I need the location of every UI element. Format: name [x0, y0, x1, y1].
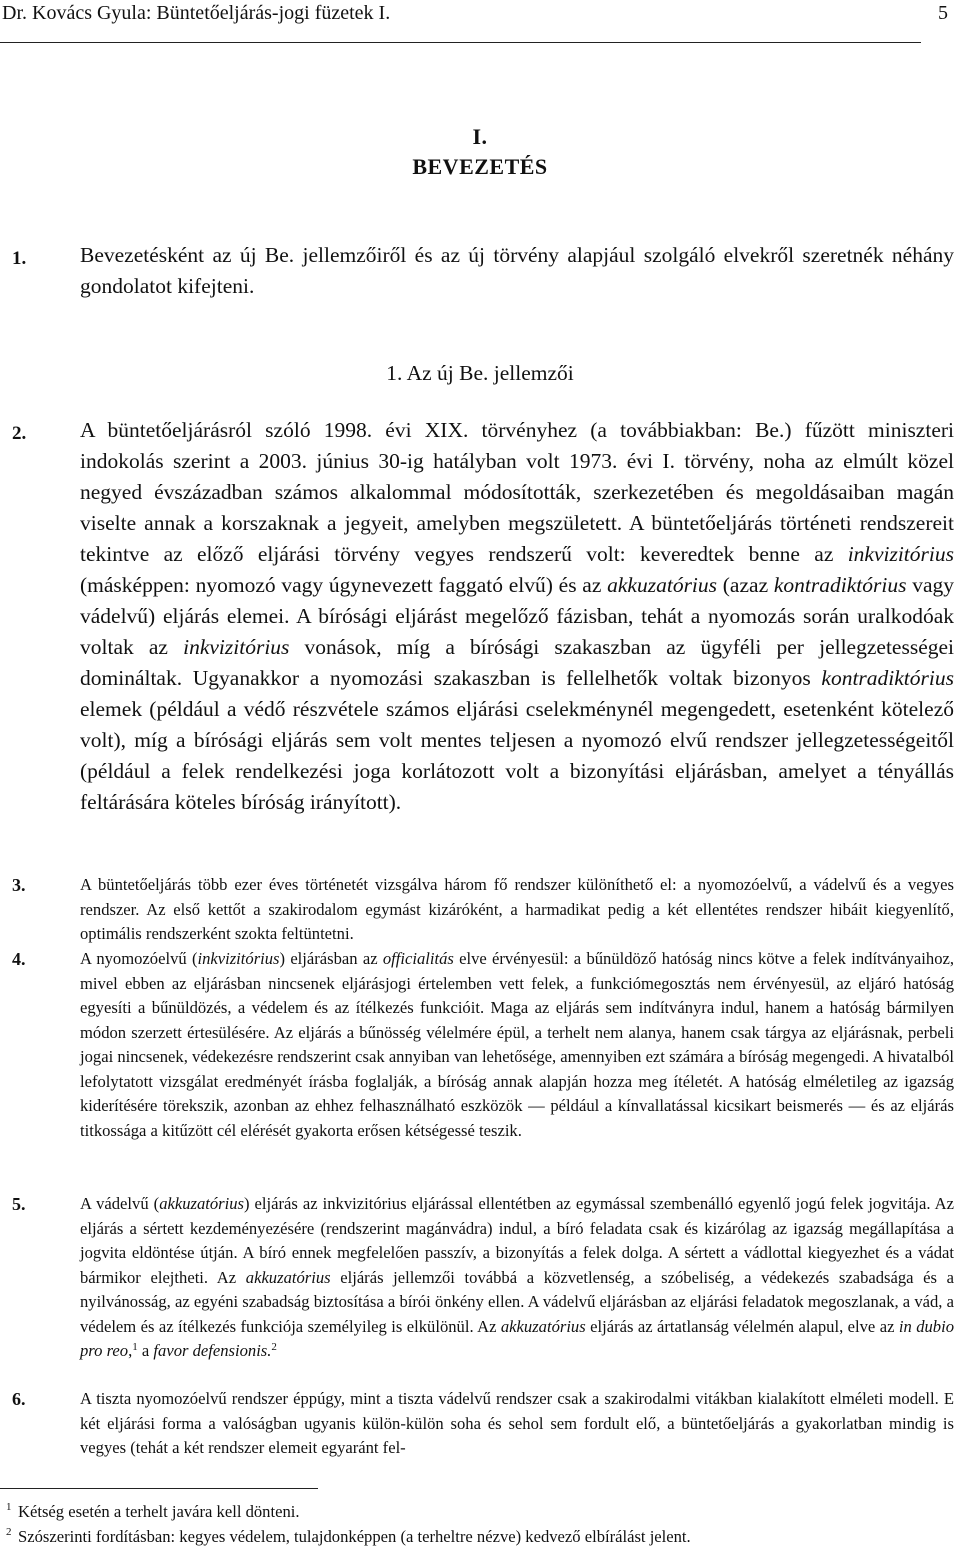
- footnote-text: Szószerinti fordításban: kegyes védelem, tulajdonképpen (a terheltre nézve) kedvező elbírálást jelent.: [18, 1527, 691, 1546]
- footnote-divider: [0, 1488, 318, 1489]
- paragraph-text: Bevezetésként az új Be. jellemzőiről és az új törvény alapjául szolgáló elvekről szeretnék néhány gondolatot kifejteni.: [80, 243, 954, 298]
- paragraph-number: 3.: [12, 875, 26, 895]
- paragraph-number: 4.: [12, 949, 26, 969]
- paragraph-1: [0, 240, 960, 302]
- paragraph-text: A tiszta nyomozóelvű rendszer éppúgy, mint a tiszta vádelvű rendszer csak a szakirodalmi vitákban kialakított elméleti modell. E két eljárási forma a valóságban ugyanis külön-külön soha és sehol sem fordult elő, a büntetőeljárás a gyakorlatban mindig is vegyes (tehát a két rendszer elemeit egyaránt fel-: [80, 1389, 954, 1457]
- footnote-ref-2[interactable]: 2: [271, 1341, 277, 1353]
- footnote-ref-1[interactable]: 1: [132, 1341, 138, 1353]
- header-divider: [0, 42, 921, 43]
- header-title: Dr. Kovács Gyula: Büntetőeljárás-jogi füzetek I.: [2, 2, 391, 24]
- footnote-2: [0, 1524, 960, 1549]
- paragraph-text: A nyomozóelvű (inkvizitórius) eljárásban az officialitás elve érvényesül: a bűnüldöző hatóság nincs kötve a felek indítványaihoz, mivel ebben az eljárásban nincsenek eljárásjogi értelemben vett felek, a funkciómegosztás nem érvényesül, az eljáró hatóság egyesíti a bűnüldözés, a védelem és az ítélkezés funkcióit. Maga az eljárás sem indítványra indul, hanem a hatóság bármilyen módon szerzett értesülésére. Az eljárás a bűnösség vélelmére épül, a terhelt nem alanya, hanem csak tárgya az eljárásnak, perbeli jogai nincsenek, védekezésre rendszerint csak annyiban van lehetősége, amennyiben ezt számára a bíróság megengedi. A hivatalból lefolytatott vizsgálat eredményét írásba foglalják, a bíróság annak alapján hozza meg ítéletét. A hatóság elméletileg az igazság kiderítésére törekszik, azonban az ehhez felhasználható eszközök — például a kínvallatással kicsikart beismerés — és az eljárás titkossága a kitűzött cél elérését gyakorta erősen kétségessé teszik.: [80, 949, 954, 1140]
- chapter-title: BEVEZETÉS: [412, 154, 548, 179]
- footnote-1: [0, 1499, 960, 1524]
- paragraph-number: 2.: [12, 423, 27, 444]
- chapter-numeral: I.: [472, 124, 488, 149]
- running-header: [0, 2, 960, 28]
- paragraph-number: 1.: [12, 248, 27, 269]
- footnotes: [0, 1499, 960, 1549]
- page-number: 5: [938, 2, 948, 24]
- section-subheading: 1. Az új Be. jellemzői: [386, 361, 574, 385]
- paragraph-number: 5.: [12, 1194, 26, 1214]
- footnote-text: Kétség esetén a terhelt javára kell dönteni.: [18, 1502, 300, 1521]
- paragraph-number: 6.: [12, 1389, 26, 1409]
- footnote-mark: 1: [6, 1501, 12, 1513]
- paragraph-text: A büntetőeljárásról szóló 1998. évi XIX. törvényhez (a továbbiakban: Be.) fűzött miniszteri indokolás szerint a 2003. június 30-ig hatályban volt 1973. évi I. törvény, noha az elmúlt közel negyed évszázadban számos alkalommal módosították, szerkezetében és megoldásaiban magán viselte annak a korszaknak a jegyeit, amelyben megszületett. A büntetőeljárás történeti rendszereit tekintve az előző eljárási törvény vegyes rendszerű volt: keveredtek benne az inkvizitórius (másképpen: nyomozó vagy úgynevezett faggató elvű) és az akkuzatórius (azaz kontradiktórius vagy vádelvű) eljárás elemei. A bírósági eljárást megelőző fázisban, tehát a nyomozás során uralkodóak voltak az inkvizitórius vonások, míg a bírósági szakaszban az ügyféli per jellegzetességei domináltak. Ugyanakkor a nyomozási szakaszban is fellelhetők voltak bizonyos kontradiktórius elemek (például a védő részvétele számos eljárási cselekménynél megengedett, esetenként kötelező volt), míg a bírósági eljárás sem volt mentes teljesen a nyomozó elvű rendszer jellegzetességeitől (például a felek rendelkezési joga korlátozott volt a bizonyítási eljárásban, amelyet a tényállás feltárására köteles bíróság irányított).: [80, 418, 954, 814]
- paragraph-text: A büntetőeljárás több ezer éves történetét vizsgálva három fő rendszer különíthető el: a nyomozóelvű, a vádelvű és a vegyes rendszer. Az első kettőt a szakirodalom egymást kizáróként, a harmadikat pedig a két ellentétes rendszer hibáit kiegyenlítő, optimális rendszerként szokta feltüntetni.: [80, 875, 954, 943]
- paragraph-2: [0, 415, 960, 855]
- footnote-mark: 2: [6, 1526, 12, 1538]
- paragraph-text: A vádelvű (akkuzatórius) eljárás az inkvizitórius eljárással ellentétben az egymással szembenálló egyenlő jogú felek jogvitája. Az eljárás a sértett kezdeményezésére (rendszerint magánvádra) indul, a bíró feladata csak és kizárólag az igazság megállapítása a jogvita eldöntése útján. A bíró ennek megfelelően passzív, a bizonyítás a felek dolga. A sértett a vádlottal kiegyezhet és a vádat bármikor elejtheti. Az akkuzatórius eljárás jellemzői továbbá a közvetlenség, a szóbeliség, a védekezés szabadsága és a nyilvánosság, az egyéni szabadság biztosítása a bírói önkény ellen. A vádelvű eljárásban az eljárási feladatok megoszlanak, a vád, a védelem és az ítélkezés funkciója személyileg is elkülönül. Az akkuzatórius eljárás az ártatlanság vélelmén alapul, elve az in dubio pro reo,$^1$ a favor defensionis.$^2$: [80, 1194, 954, 1360]
